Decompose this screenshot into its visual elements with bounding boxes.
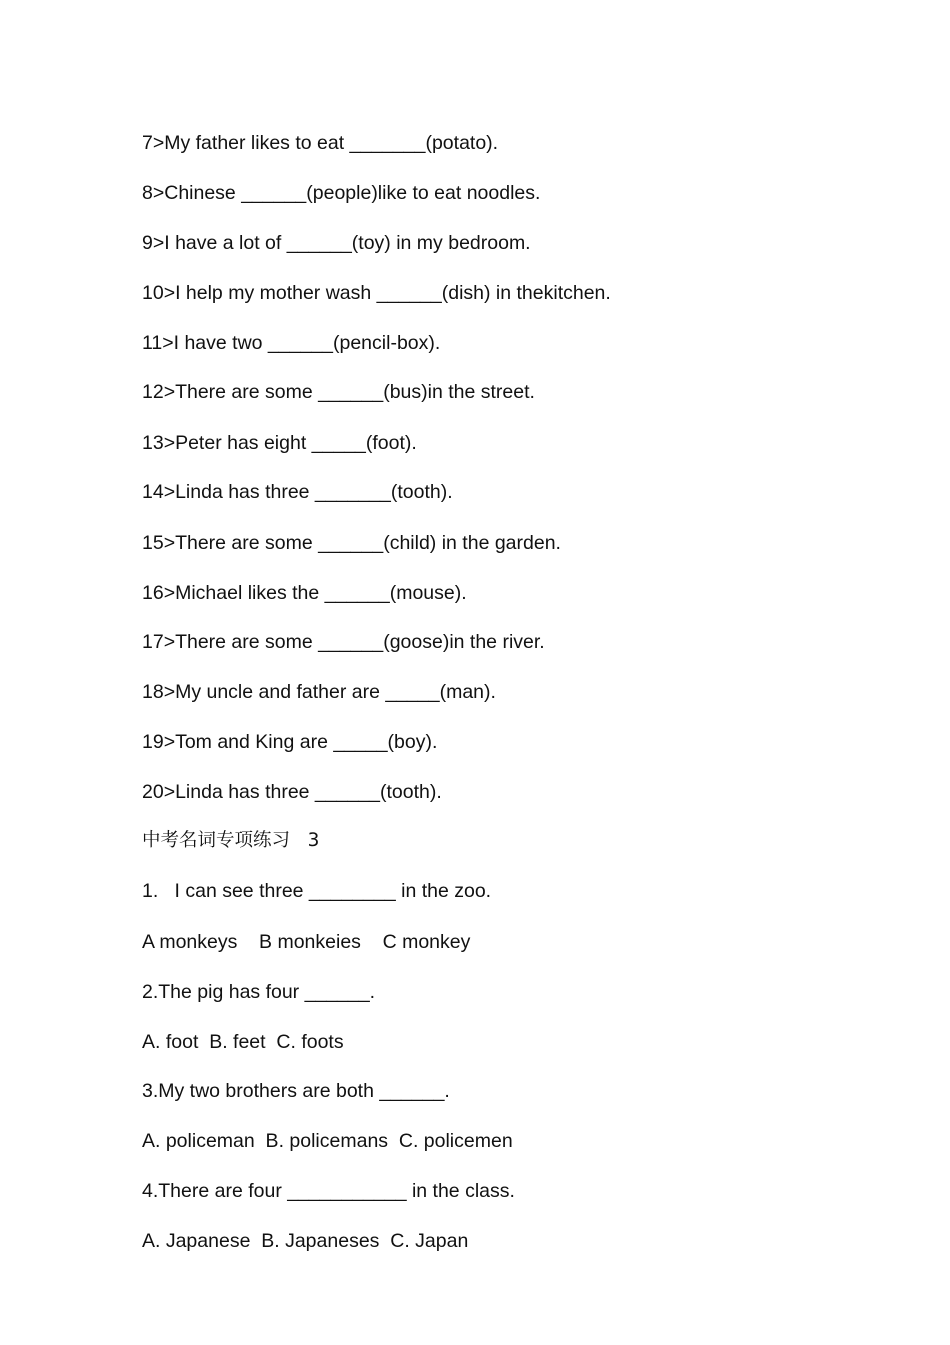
exercise-item-19: 19>Tom and King are _____(boy). — [142, 731, 438, 753]
exercise-item-18: 18>My uncle and father are _____(man). — [142, 681, 496, 703]
exercise-item-20: 20>Linda has three ______(tooth). — [142, 781, 442, 803]
question-3-options: A. policeman B. policemans C. policemen — [142, 1130, 513, 1152]
exercise-item-9: 9>I have a lot of ______(toy) in my bedroom. — [142, 232, 531, 254]
question-3: 3.My two brothers are both ______. — [142, 1080, 450, 1102]
exercise-item-15: 15>There are some ______(child) in the garden. — [142, 532, 561, 554]
exercise-item-13: 13>Peter has eight _____(foot). — [142, 432, 417, 454]
question-1: 1. I can see three ________ in the zoo. — [142, 880, 492, 902]
exercise-item-16: 16>Michael likes the ______(mouse). — [142, 582, 467, 604]
question-2-options: A. foot B. feet C. foots — [142, 1031, 344, 1053]
exercise-item-8: 8>Chinese ______(people)like to eat noodles. — [142, 182, 541, 204]
question-4: 4.There are four ___________ in the class. — [142, 1180, 515, 1202]
question-1-options: A monkeys B monkeies C monkey — [142, 931, 471, 953]
exercise-item-14: 14>Linda has three _______(tooth). — [142, 481, 453, 503]
exercise-item-11: 11>I have two ______(pencil-box). — [142, 332, 441, 354]
question-4-options: A. Japanese B. Japaneses C. Japan — [142, 1230, 469, 1252]
exercise-item-12: 12>There are some ______(bus)in the street. — [142, 381, 535, 403]
question-2: 2.The pig has four ______. — [142, 981, 376, 1003]
exercise-item-17: 17>There are some ______(goose)in the river. — [142, 631, 545, 653]
section-heading: 中考名词专项练习 3 — [142, 830, 320, 851]
exercise-item-10: 10>I help my mother wash ______(dish) in thekitchen. — [142, 282, 611, 304]
exercise-item-7: 7>My father likes to eat _______(potato). — [142, 132, 499, 154]
